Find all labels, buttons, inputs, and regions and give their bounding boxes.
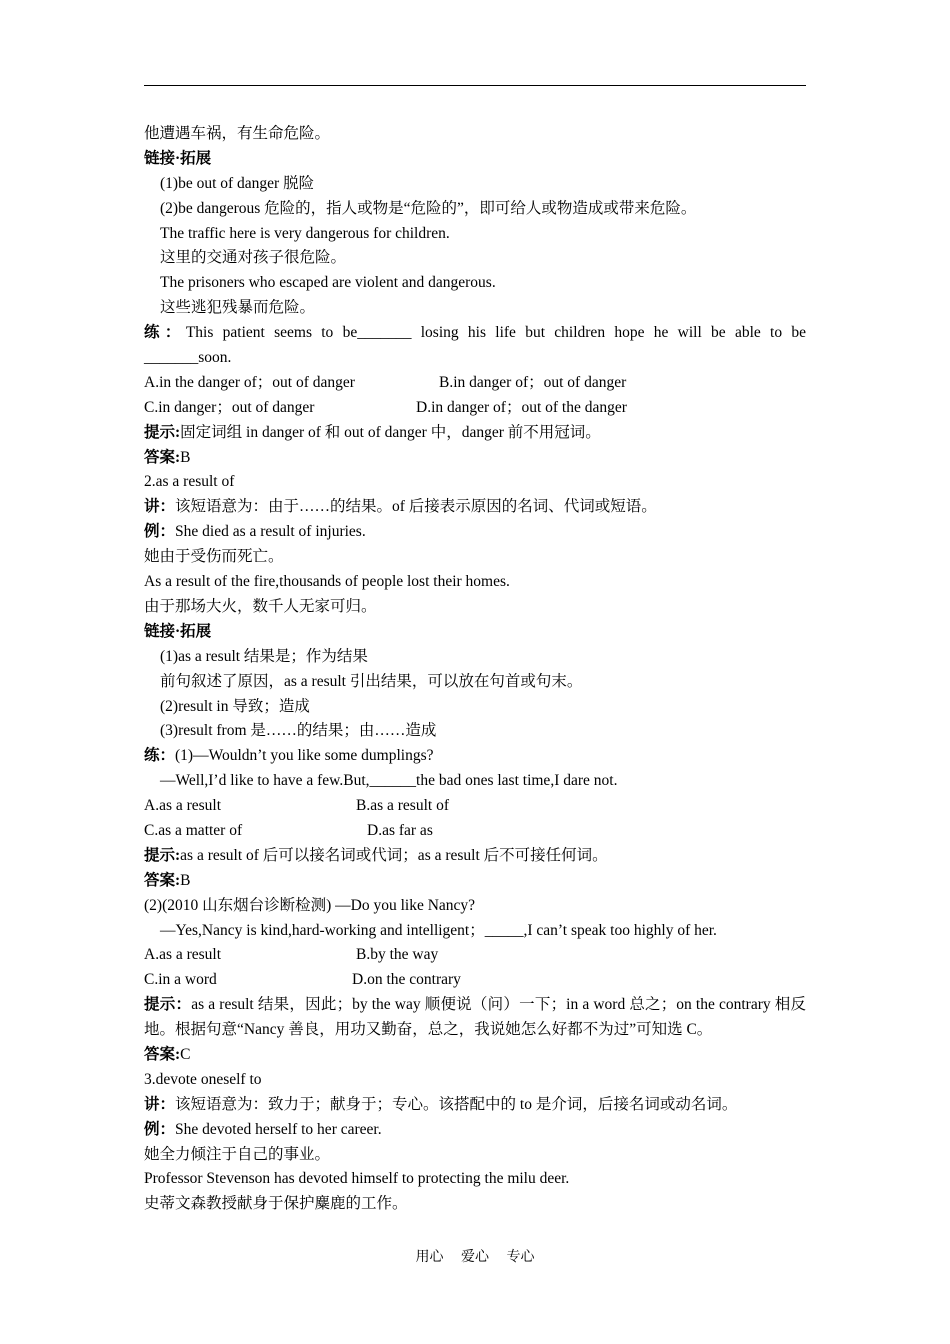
- document-body: [144, 122, 806, 1217]
- text-line: 她全力倾注于自己的事业。: [144, 1145, 331, 1163]
- explain-text: 该短语意为：由于……的结果。of 后接表示原因的名词、代词或短语。: [175, 498, 657, 516]
- question-text: This patient seems to be_______ losing his life but children hope he will be able to be: [185, 324, 806, 342]
- hint-text: as a result of 后可以接名词或代词；as a result 后不可接任何词。: [180, 846, 608, 864]
- option-c: C.in danger；out of danger: [144, 398, 315, 416]
- option-a: A.as a result: [144, 797, 222, 815]
- text-line: The traffic here is very dangerous for children.: [160, 224, 450, 242]
- answer-label: 答案:: [144, 1045, 181, 1063]
- question-text-cont: _______soon.: [144, 349, 232, 367]
- footer-word: 用心: [415, 1250, 444, 1265]
- example: [144, 1118, 806, 1143]
- text-line: 这些逃犯残暴而危险。: [160, 299, 316, 317]
- text-line: Professor Stevenson has devoted himself to protecting the milu deer.: [144, 1170, 570, 1188]
- section-title: 3.devote oneself to: [144, 1070, 262, 1088]
- options-row: [144, 968, 806, 993]
- text-line: (3)result from 是……的结果；由……造成: [160, 722, 437, 740]
- hint: [144, 421, 806, 446]
- text-line: As a result of the fire,thousands of people lost their homes.: [144, 573, 510, 591]
- options-row: [144, 371, 806, 396]
- hint: [144, 844, 806, 869]
- explanation: [144, 1093, 806, 1118]
- question-text: (2)(2010 山东烟台诊断检测) —Do you like Nancy?: [144, 896, 476, 914]
- example: [144, 520, 806, 545]
- answer: [144, 446, 806, 471]
- text-line: 这里的交通对孩子很危险。: [160, 249, 347, 267]
- options-row: [144, 819, 806, 844]
- page-footer: [0, 1246, 950, 1266]
- option-b: B.as a result of: [356, 797, 449, 815]
- footer-word: 专心: [506, 1250, 535, 1265]
- text-line: 史蒂文森教授献身于保护麋鹿的工作。: [144, 1195, 408, 1213]
- exercise-question: [144, 744, 806, 769]
- text-line: (1)as a result 结果是；作为结果: [160, 647, 368, 665]
- text-line: (1)be out of danger 脱险: [160, 174, 315, 192]
- answer-value: B: [180, 448, 191, 466]
- option-a: A.as a result: [144, 946, 222, 964]
- option-d: D.as far as: [367, 821, 433, 839]
- hint-label: 提示：: [144, 996, 192, 1014]
- example-text: She devoted herself to her career.: [175, 1120, 382, 1138]
- exercise-label: 练：: [144, 747, 176, 765]
- example-label: 例：: [144, 1120, 176, 1138]
- section-heading: 链接·拓展: [144, 622, 212, 640]
- hint-text-cont: 地。根据句意“Nancy 善良，用功又勤奋，总之，我说她怎么好都不为过”可知选 C。: [144, 1021, 713, 1039]
- text-line: 由于那场大火，数千人无家可归。: [144, 597, 377, 615]
- option-c: C.in a word: [144, 971, 217, 989]
- section-heading: 链接·拓展: [144, 149, 212, 167]
- option-b: B.in danger of；out of danger: [439, 373, 627, 391]
- footer-word: 爱心: [461, 1250, 489, 1265]
- text-line: The prisoners who escaped are violent and dangerous.: [160, 274, 496, 292]
- exercise-label: 练：: [144, 324, 186, 342]
- option-c: C.as a matter of: [144, 821, 243, 839]
- text-line: 他遭遇车祸，有生命危险。: [144, 125, 331, 142]
- hint-label: 提示:: [144, 423, 181, 441]
- explain-label: 讲：: [144, 1095, 176, 1113]
- question-text-cont: —Well,I’d like to have a few.But,______the bad ones last time,I dare not.: [160, 772, 618, 790]
- question-text-cont: —Yes,Nancy is kind,hard-working and intelligent；_____,I can’t speak too highly of her.: [160, 921, 717, 939]
- text-line: (2)be dangerous 危险的，指人或物是“危险的”，即可给人或物造成或带来危险。: [160, 199, 697, 217]
- options-row: [144, 943, 806, 968]
- answer: [144, 1043, 806, 1068]
- text-line: 前句叙述了原因，as a result 引出结果，可以放在句首或句末。: [160, 672, 583, 690]
- hint: [144, 993, 806, 1018]
- answer-label: 答案:: [144, 871, 181, 889]
- answer-value: C: [180, 1045, 191, 1063]
- option-d: D.on the contrary: [352, 971, 461, 989]
- header-rule: [144, 85, 806, 86]
- answer-label: 答案:: [144, 448, 181, 466]
- option-b: B.by the way: [356, 946, 439, 964]
- hint-text: as a result 结果，因此；by the way 顺便说（问）一下；in a word 总之；on the contrary 相反: [191, 996, 806, 1014]
- example-label: 例：: [144, 523, 176, 541]
- options-row: [144, 396, 806, 421]
- option-a: A.in the danger of；out of danger: [144, 373, 355, 391]
- hint-text: 固定词组 in danger of 和 out of danger 中，danger 前不用冠词。: [180, 423, 601, 441]
- answer: [144, 869, 806, 894]
- explain-label: 讲：: [144, 498, 176, 516]
- question-text: (1)—Wouldn’t you like some dumplings?: [175, 747, 434, 765]
- options-row: [144, 794, 806, 819]
- text-line: 她由于受伤而死亡。: [144, 548, 284, 566]
- answer-value: B: [180, 871, 191, 889]
- explanation: [144, 495, 806, 520]
- option-d: D.in danger of；out of the danger: [416, 398, 627, 416]
- exercise-question: [144, 321, 806, 346]
- section-title: 2.as a result of: [144, 473, 235, 491]
- example-text: She died as a result of injuries.: [175, 523, 366, 541]
- text-line: (2)result in 导致；造成: [160, 697, 310, 715]
- hint-label: 提示:: [144, 846, 181, 864]
- explain-text: 该短语意为：致力于；献身于；专心。该搭配中的 to 是介词，后接名词或动名词。: [175, 1095, 738, 1113]
